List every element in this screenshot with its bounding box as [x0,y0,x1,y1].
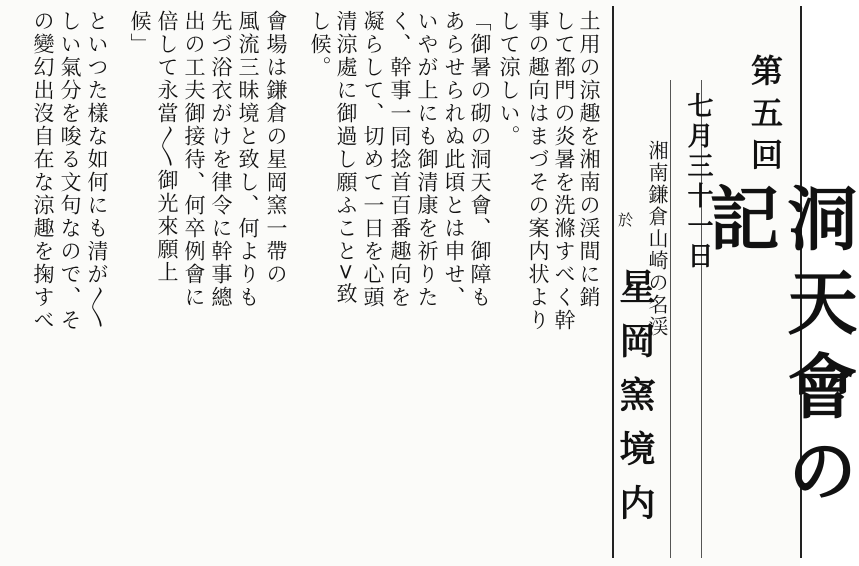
text-column: 土用の涼趣を湘南の渓間に銷 [577,10,601,309]
text-column: 風流三昧境と致し、何よりも [236,10,260,309]
text-column: 候」 [128,10,152,56]
text-column: 會場は鎌倉の星岡窯一帶の [264,10,288,286]
text-column: 「御暑の砌の洞天會、御障も [468,10,492,309]
venue: 星岡窯境内 [614,268,656,538]
text-column: して都門の炎暑を洗滌すべく幹 [552,10,576,332]
text-column: して涼しい。 [497,10,521,148]
text-column: 出の工夫御接待、何卒例會に [182,10,206,309]
text-column: 先づ浴衣がけを律令に幹事總 [209,10,233,309]
text-column: といつた樣な如何にも清が〳〵 [85,10,109,330]
text-column: 凝らして、切めて一日を心頭 [361,10,385,309]
text-column: いやが上にも御清康を祈りた [415,10,439,309]
at-marker: 於 [616,212,634,227]
text-column: し候。 [308,10,332,79]
text-column: の變幻出沒自在な涼趣を掬すべ [31,10,55,332]
episode-number: 第五回 [746,54,784,180]
text-column: 事の趣向はまづその案内状より [526,10,550,332]
text-column: 倍して永當〳〵御光來願上 [155,10,179,284]
main-title: 洞天會の記 [698,182,859,518]
text-column: 清涼處に御過し願ふこと>致 [334,10,358,306]
text-column: しい氣分を唆る文句なので、そ [58,10,82,332]
text-column: く、幹事一同捻首百番趣向を [388,10,412,309]
location-note: 湘南鎌倉山崎の名渓 [645,140,669,338]
text-column: あらせられぬ此頃とは申せ、 [442,10,466,309]
date: 七月三十一日 [683,92,713,272]
